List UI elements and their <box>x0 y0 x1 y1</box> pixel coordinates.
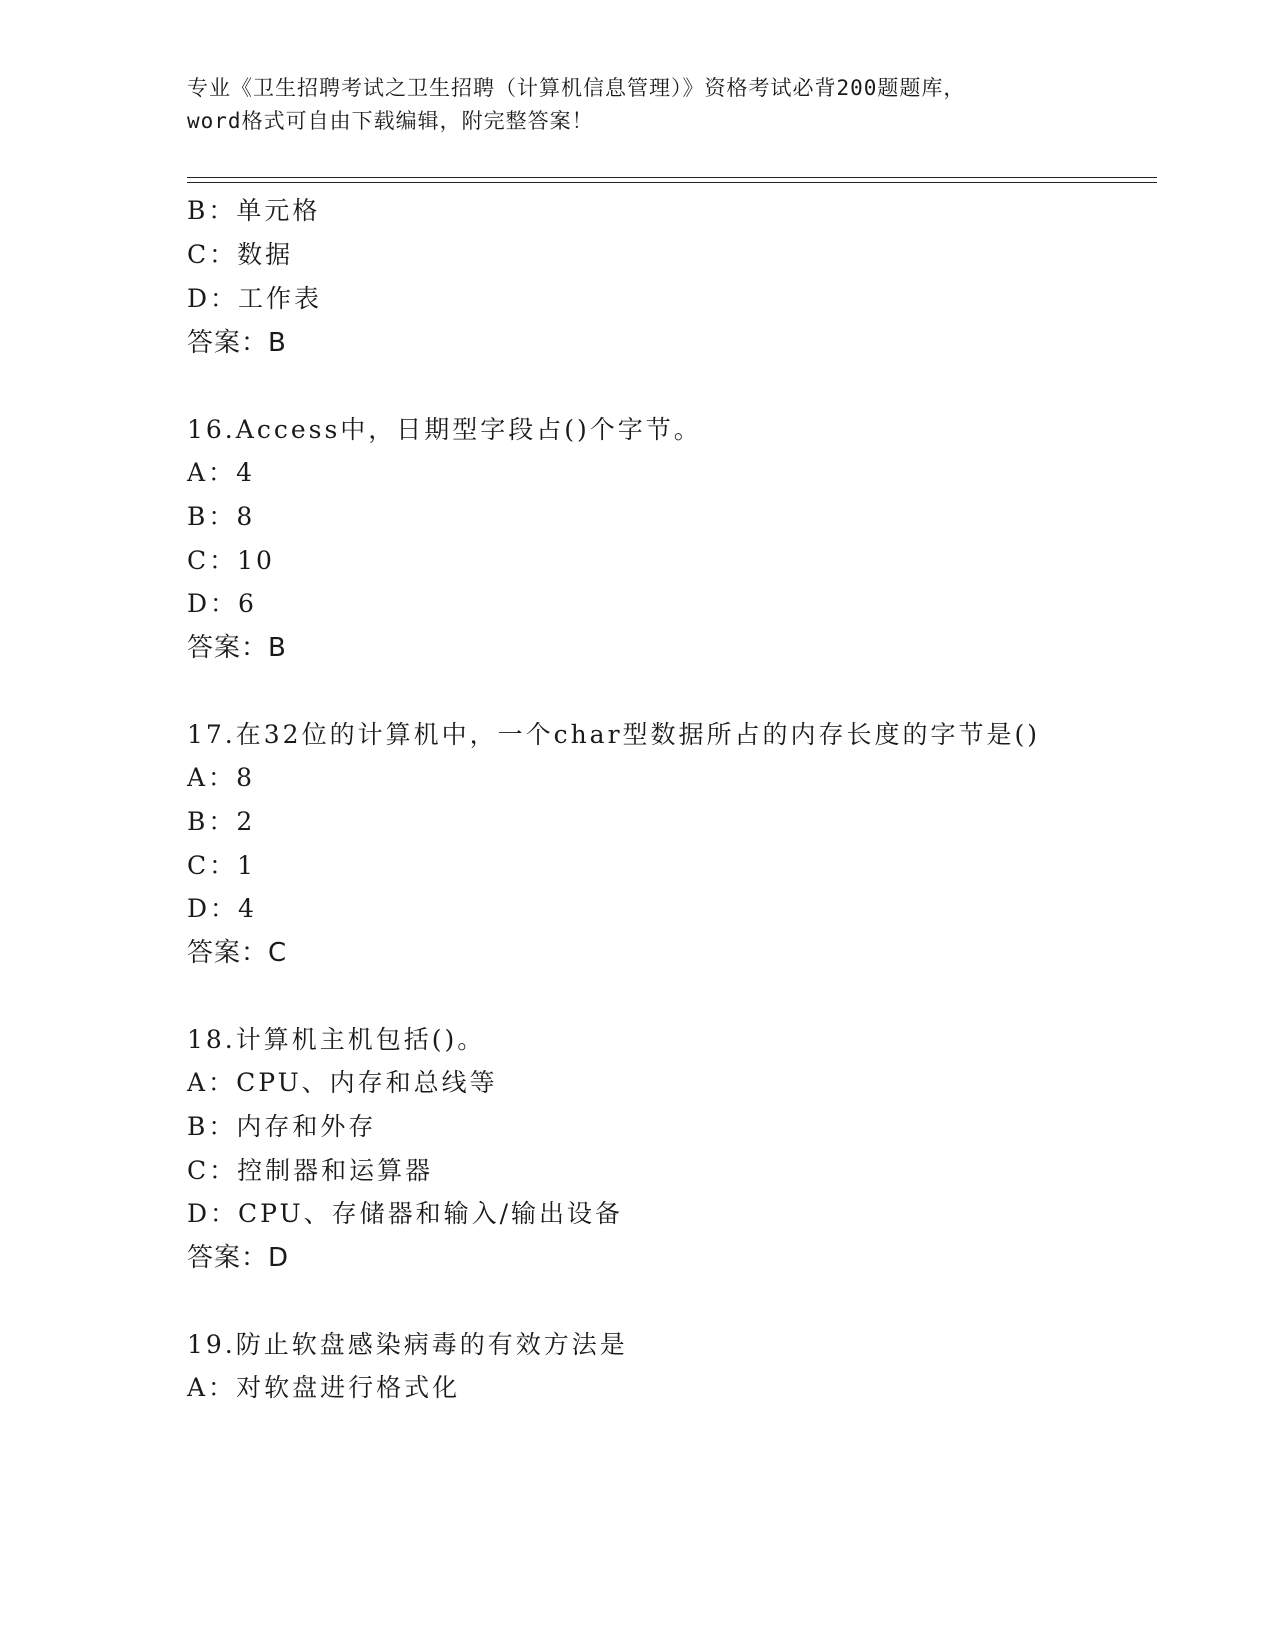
option-q17-d: D：4 <box>187 894 257 923</box>
question-17-stem: 17.在32位的计算机中，一个char型数据所占的内存长度的字节是() <box>187 720 1041 749</box>
option-q16-b: B：8 <box>187 502 256 531</box>
header-divider-bottom <box>187 182 1157 183</box>
header-line-2: word格式可自由下载编辑，附完整答案！ <box>187 109 594 133</box>
answer-q18: 答案：D <box>187 1243 290 1273</box>
header-divider-top <box>187 177 1157 178</box>
option-q16-c: C：10 <box>187 546 275 575</box>
option-q18-c: C：控制器和运算器 <box>187 1156 434 1185</box>
option-q18-b: B：内存和外存 <box>187 1112 377 1141</box>
option-q18-d: D：CPU、存储器和输入/输出设备 <box>187 1199 624 1228</box>
document-header <box>187 72 1087 138</box>
answer-q15: 答案：B <box>187 328 287 358</box>
option-q17-a: A：8 <box>187 763 255 792</box>
answer-q17: 答案：C <box>187 938 288 968</box>
question-19-stem: 19.防止软盘感染病毒的有效方法是 <box>187 1330 628 1359</box>
option-q15-b: B：单元格 <box>187 196 321 225</box>
question-16-stem: 16.Access中，日期型字段占()个字节。 <box>187 415 702 444</box>
option-q17-c: C：1 <box>187 851 257 880</box>
option-q15-d: D：工作表 <box>187 284 323 313</box>
option-q18-a: A：CPU、内存和总线等 <box>187 1068 498 1097</box>
header-line-1: 专业《卫生招聘考试之卫生招聘（计算机信息管理）》资格考试必背200题题库， <box>187 76 966 100</box>
option-q16-a: A：4 <box>187 458 255 487</box>
option-q16-d: D：6 <box>187 589 257 618</box>
question-18-stem: 18.计算机主机包括()。 <box>187 1025 486 1054</box>
option-q15-c: C：数据 <box>187 240 294 269</box>
option-q17-b: B：2 <box>187 807 256 836</box>
answer-q16: 答案：B <box>187 633 287 663</box>
option-q19-a: A：对软盘进行格式化 <box>187 1373 461 1402</box>
